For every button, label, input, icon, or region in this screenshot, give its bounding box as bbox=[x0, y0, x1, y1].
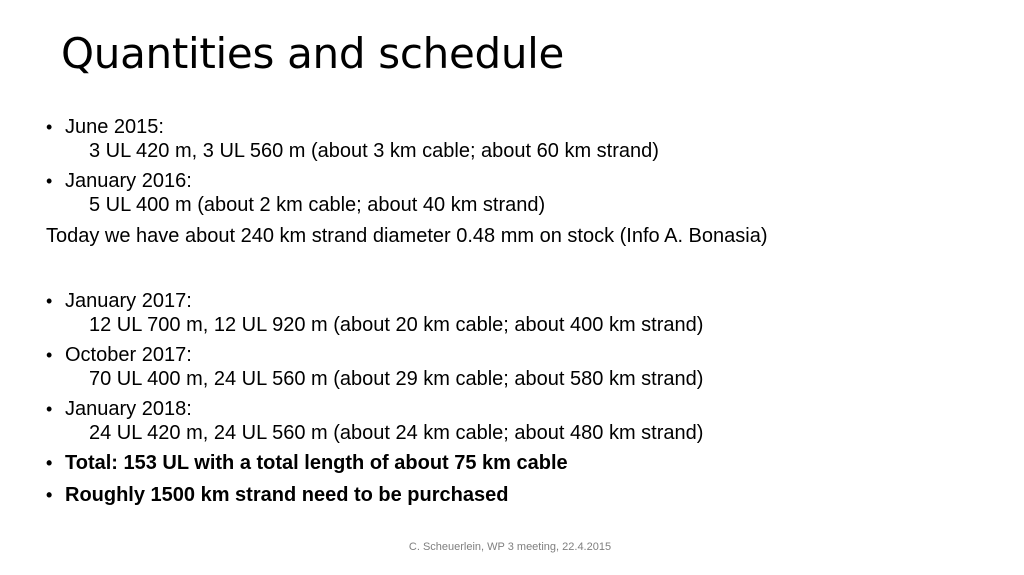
bullet-icon: • bbox=[46, 117, 53, 137]
bullet-icon: • bbox=[46, 171, 53, 191]
schedule-date: January 2018: bbox=[65, 398, 192, 420]
schedule-detail: 24 UL 420 m, 24 UL 560 m (about 24 km cable; about 480 km strand) bbox=[89, 422, 704, 444]
schedule-item-january-2018 bbox=[46, 397, 1006, 445]
schedule-detail: 12 UL 700 m, 12 UL 920 m (about 20 km cable; about 400 km strand) bbox=[89, 314, 704, 336]
bullet-icon: • bbox=[46, 485, 53, 505]
summary-total-text: Total: 153 UL with a total length of about 75 km cable bbox=[65, 452, 568, 474]
bullet-icon: • bbox=[46, 291, 53, 311]
summary-purchase-text: Roughly 1500 km strand need to be purchased bbox=[65, 484, 509, 506]
bullet-icon: • bbox=[46, 399, 53, 419]
slide-footer: C. Scheuerlein, WP 3 meeting, 22.4.2015 bbox=[408, 541, 612, 553]
slide-title: Quantities and schedule bbox=[61, 29, 565, 78]
slide-body bbox=[46, 115, 1006, 515]
schedule-date: October 2017: bbox=[65, 344, 192, 366]
schedule-date: June 2015: bbox=[65, 116, 164, 138]
summary-total bbox=[46, 451, 1006, 475]
spacer bbox=[46, 248, 1006, 289]
bullet-icon: • bbox=[46, 453, 53, 473]
schedule-item-june-2015 bbox=[46, 115, 1006, 163]
schedule-date: January 2016: bbox=[65, 170, 192, 192]
stock-note: Today we have about 240 km strand diameter 0.48 mm on stock (Info A. Bonasia) bbox=[46, 225, 768, 247]
schedule-detail: 5 UL 400 m (about 2 km cable; about 40 km strand) bbox=[89, 194, 546, 216]
bullet-icon: • bbox=[46, 345, 53, 365]
schedule-date: January 2017: bbox=[65, 290, 192, 312]
summary-purchase bbox=[46, 483, 1006, 507]
schedule-item-january-2016 bbox=[46, 169, 1006, 217]
schedule-item-january-2017 bbox=[46, 289, 1006, 337]
schedule-item-october-2017 bbox=[46, 343, 1006, 391]
schedule-detail: 70 UL 400 m, 24 UL 560 m (about 29 km cable; about 580 km strand) bbox=[89, 368, 704, 390]
schedule-detail: 3 UL 420 m, 3 UL 560 m (about 3 km cable; about 60 km strand) bbox=[89, 140, 659, 162]
